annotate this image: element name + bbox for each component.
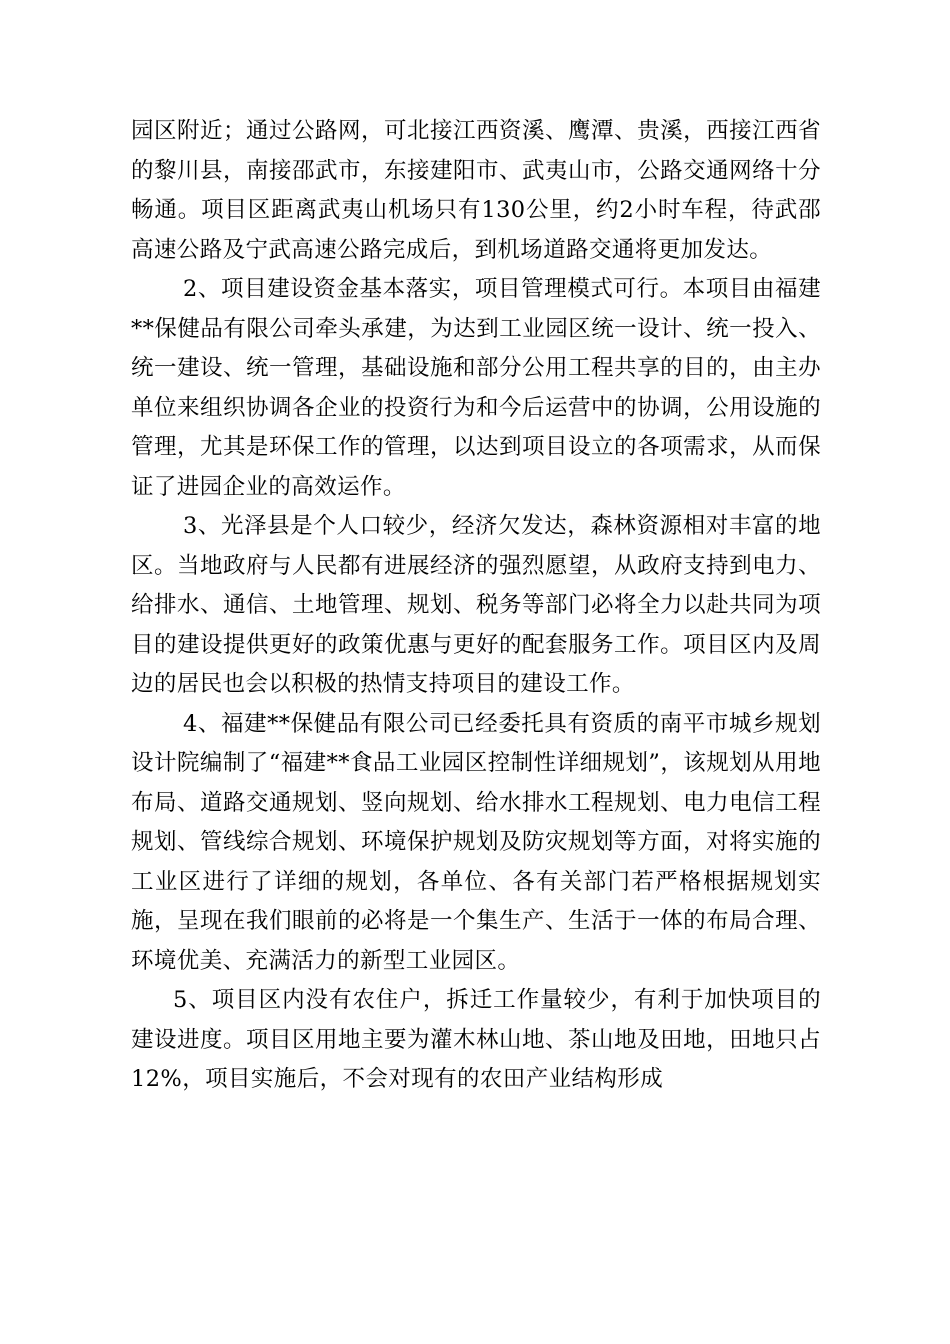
paragraph-item-5: 5、项目区内没有农住户，拆迁工作量较少，有利于加快项目的建设进度。项目区用地主要为灌木林山地、茶山地及田地，田地只占12%，项目实施后，不会对现有的农田产业结构形成 [131,987,821,1092]
document-page [131,112,821,1100]
paragraph-continuation: 园区附近；通过公路网，可北接江西资溪、鹰潭、贵溪，西接江西省的黎川县，南接邵武市，东接建阳市、武夷山市，公路交通网络十分畅通。项目区距离武夷山机场只有130公里，约2小时车程，待武邵高速公路及宁武高速公路完成后，到机场道路交通将更加发达。 [131,118,821,263]
paragraph-item-2: 2、项目建设资金基本落实，项目管理模式可行。本项目由福建**保健品有限公司牵头承建，为达到工业园区统一设计、统一投入、统一建设、统一管理，基础设施和部分公用工程共享的目的，由主办单位来组织协调各企业的投资行为和今后运营中的协调，公用设施的管理，尤其是环保工作的管理，以达到项目设立的各项需求，从而保证了进园企业的高效运作。 [131,276,821,500]
paragraph-item-4: 4、福建**保健品有限公司已经委托具有资质的南平市城乡规划设计院编制了“福建**食品工业园区控制性详细规划”，该规划从用地布局、道路交通规划、竖向规划、给水排水工程规划、电力电信工程规划、管线综合规划、环境保护规划及防灾规划等方面，对将实施的工业区进行了详细的规划，各单位、各有关部门若严格根据规划实施，呈现在我们眼前的必将是一个集生产、生活于一体的布局合理、环境优美、充满活力的新型工业园区。 [131,710,821,974]
paragraph-item-3: 3、光泽县是个人口较少，经济欠发达，森林资源相对丰富的地区。当地政府与人民都有进展经济的强烈愿望，从政府支持到电力、给排水、通信、土地管理、规划、税务等部门必将全力以赴共同为项目的建设提供更好的政策优惠与更好的配套服务工作。项目区内及周边的居民也会以积极的热情支持项目的建设工作。 [131,513,821,697]
